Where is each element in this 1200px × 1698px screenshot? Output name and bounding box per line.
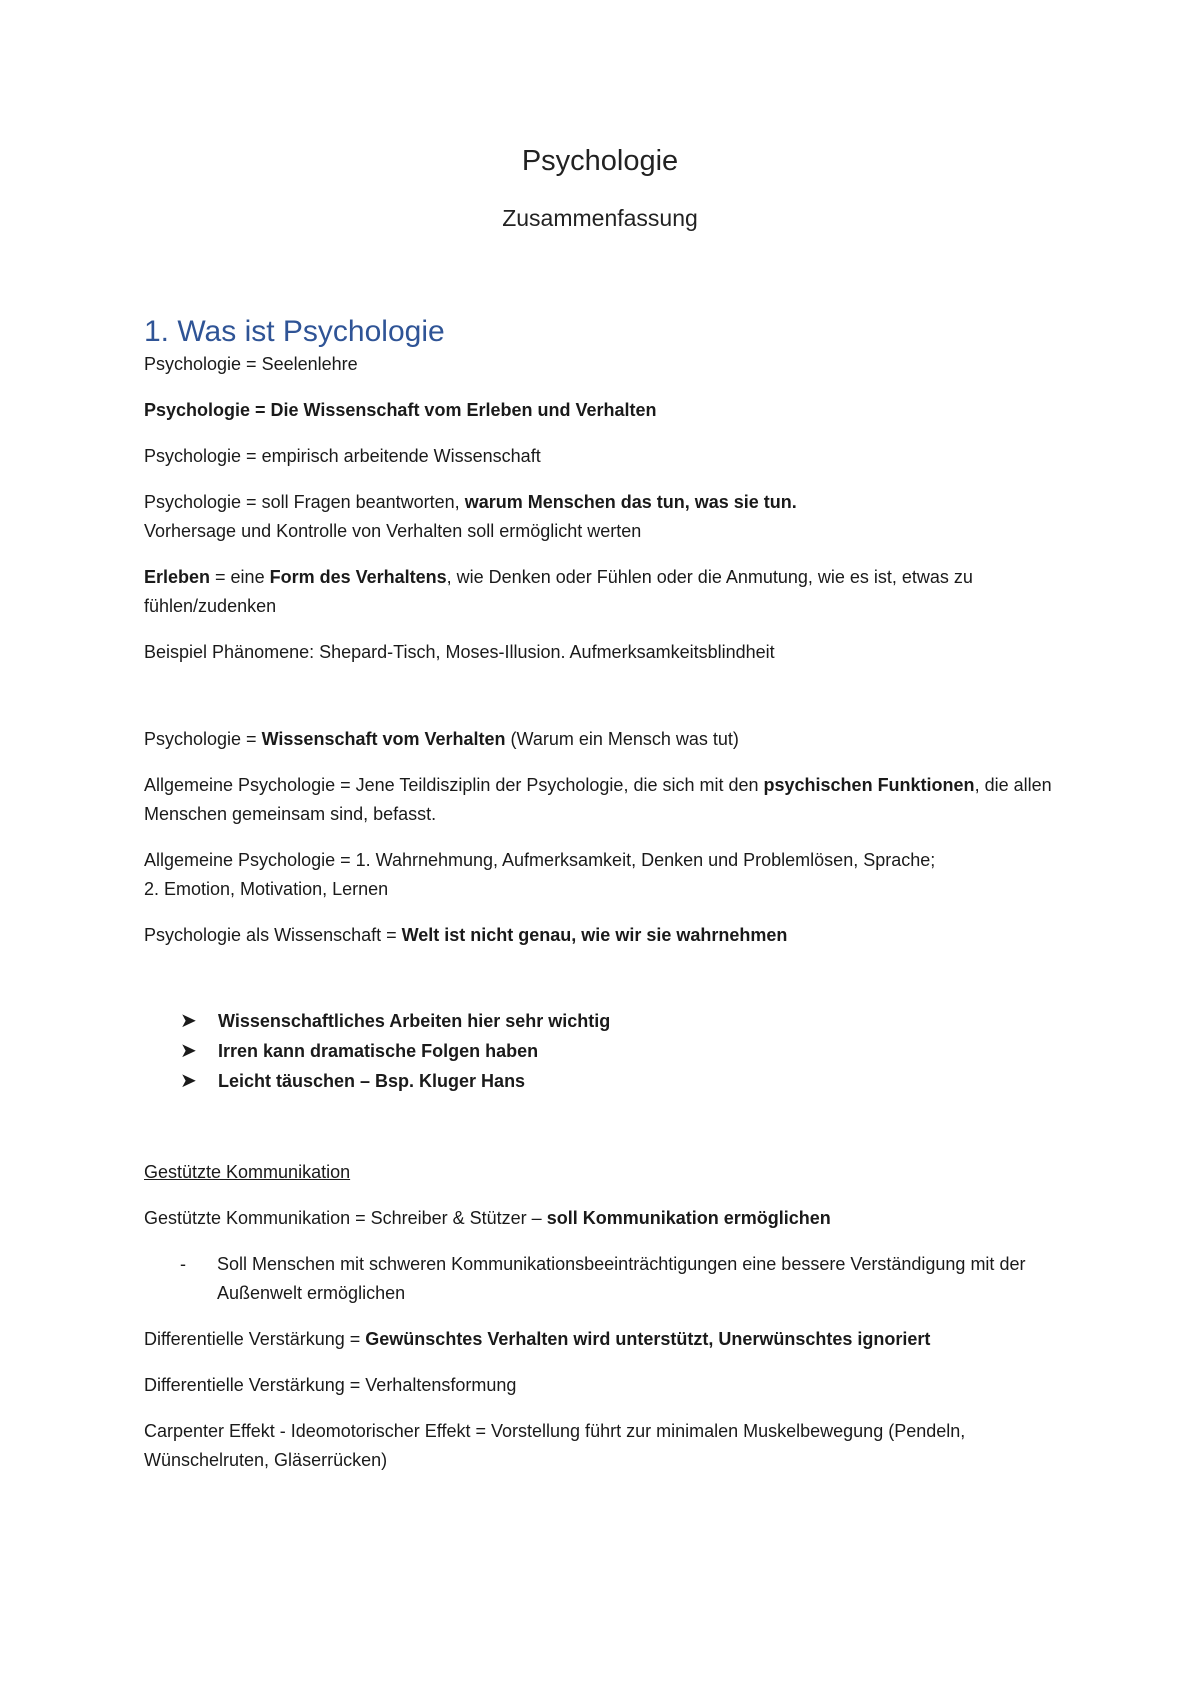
text: Psychologie = soll Fragen beantworten, <box>144 492 465 512</box>
dash-list <box>144 1250 1074 1308</box>
paragraph-wissenschaft <box>144 921 1074 950</box>
arrow-bullet-icon: ➤ <box>180 1040 197 1062</box>
document-title: Psychologie <box>521 145 679 177</box>
list-item <box>180 1006 1074 1036</box>
text: Allgemeine Psychologie = 1. Wahrnehmung, Aufmerksamkeit, Denken und Problemlösen, Sprache; <box>144 850 936 870</box>
paragraph-differentielle-verstaerkung <box>144 1325 1074 1354</box>
document-body <box>144 312 1074 1492</box>
paragraph-allgemeine-psychologie <box>144 771 1074 829</box>
paragraph-phaenomene: Beispiel Phänomene: Shepard-Tisch, Moses-Illusion. Aufmerksamkeitsblindheit <box>144 642 775 662</box>
section-heading-2: Gestützte Kommunikation <box>144 1162 351 1182</box>
text: Vorhersage und Kontrolle von Verhalten soll ermöglicht werten <box>144 521 642 541</box>
list-item <box>180 1066 1074 1096</box>
paragraph-seelenlehre: Psychologie = Seelenlehre <box>144 354 358 374</box>
paragraph-carpenter-effekt: Carpenter Effekt - Ideomotorischer Effekt = Vorstellung führt zur minimalen Muskelbewegung (Pendeln, Wünschelruten, Gläserrücken) <box>144 1421 966 1470</box>
paragraph-verhaltensformung: Differentielle Verstärkung = Verhaltensformung <box>144 1375 517 1395</box>
text: Psychologie = <box>144 729 262 749</box>
text: , wie Denken oder Fühlen oder die Anmutung, wie es ist, etwas zu fühlen/zudenken <box>144 567 973 616</box>
list-item-text: Soll Menschen mit schweren Kommunikationsbeeinträchtigungen eine bessere Verständigung mit der Außenwelt ermöglichen <box>217 1254 1026 1303</box>
list-item-text: Leicht täuschen – Bsp. Kluger Hans <box>218 1071 526 1091</box>
arrow-bullet-icon: ➤ <box>180 1070 197 1092</box>
bold-text: Wissenschaft vom Verhalten <box>261 729 506 749</box>
bold-text: Gewünschtes Verhalten wird unterstützt, Unerwünschtes ignoriert <box>365 1329 931 1349</box>
text: Allgemeine Psychologie = Jene Teildisziplin der Psychologie, die sich mit den <box>144 775 764 795</box>
paragraph-erleben <box>144 563 1074 621</box>
text: = eine <box>210 567 270 587</box>
text: (Warum ein Mensch was tut) <box>505 729 739 749</box>
list-item-text: Irren kann dramatische Folgen haben <box>218 1041 539 1061</box>
text: 2. Emotion, Motivation, Lernen <box>144 879 389 899</box>
section-heading-1: 1. Was ist Psychologie <box>144 315 445 348</box>
bold-text: Welt ist nicht genau, wie wir sie wahrnehmen <box>401 925 788 945</box>
bold-text: psychischen Funktionen <box>763 775 975 795</box>
paragraph-allgemeine-funktionen <box>144 846 1074 904</box>
text: Psychologie als Wissenschaft = <box>144 925 402 945</box>
paragraph-verhalten <box>144 725 1074 754</box>
document-subtitle: Zusammenfassung <box>502 205 698 231</box>
paragraph-gestuetzte-kommunikation <box>144 1204 1074 1233</box>
text: , die allen Menschen gemeinsam sind, befasst. <box>144 775 1052 824</box>
dash-bullet-icon: - <box>180 1254 186 1274</box>
paragraph-empirisch: Psychologie = empirisch arbeitende Wissenschaft <box>144 446 541 466</box>
bold-text: Erleben <box>144 567 211 587</box>
text: Gestützte Kommunikation = Schreiber & Stützer – <box>144 1208 547 1228</box>
bold-text: Psychologie = Die Wissenschaft vom Erleben und Verhalten <box>144 400 657 420</box>
paragraph-fragen <box>144 488 1074 546</box>
paragraph-definition <box>144 396 1074 425</box>
bold-text: soll Kommunikation ermöglichen <box>546 1208 831 1228</box>
list-item <box>180 1036 1074 1066</box>
arrow-bullet-list <box>144 1006 1074 1096</box>
bold-text: warum Menschen das tun, was sie tun. <box>464 492 797 512</box>
list-item <box>144 1250 1074 1308</box>
text: Differentielle Verstärkung = <box>144 1329 366 1349</box>
bold-text: Form des Verhaltens <box>269 567 447 587</box>
arrow-bullet-icon: ➤ <box>180 1010 197 1032</box>
list-item-text: Wissenschaftliches Arbeiten hier sehr wichtig <box>218 1011 611 1031</box>
